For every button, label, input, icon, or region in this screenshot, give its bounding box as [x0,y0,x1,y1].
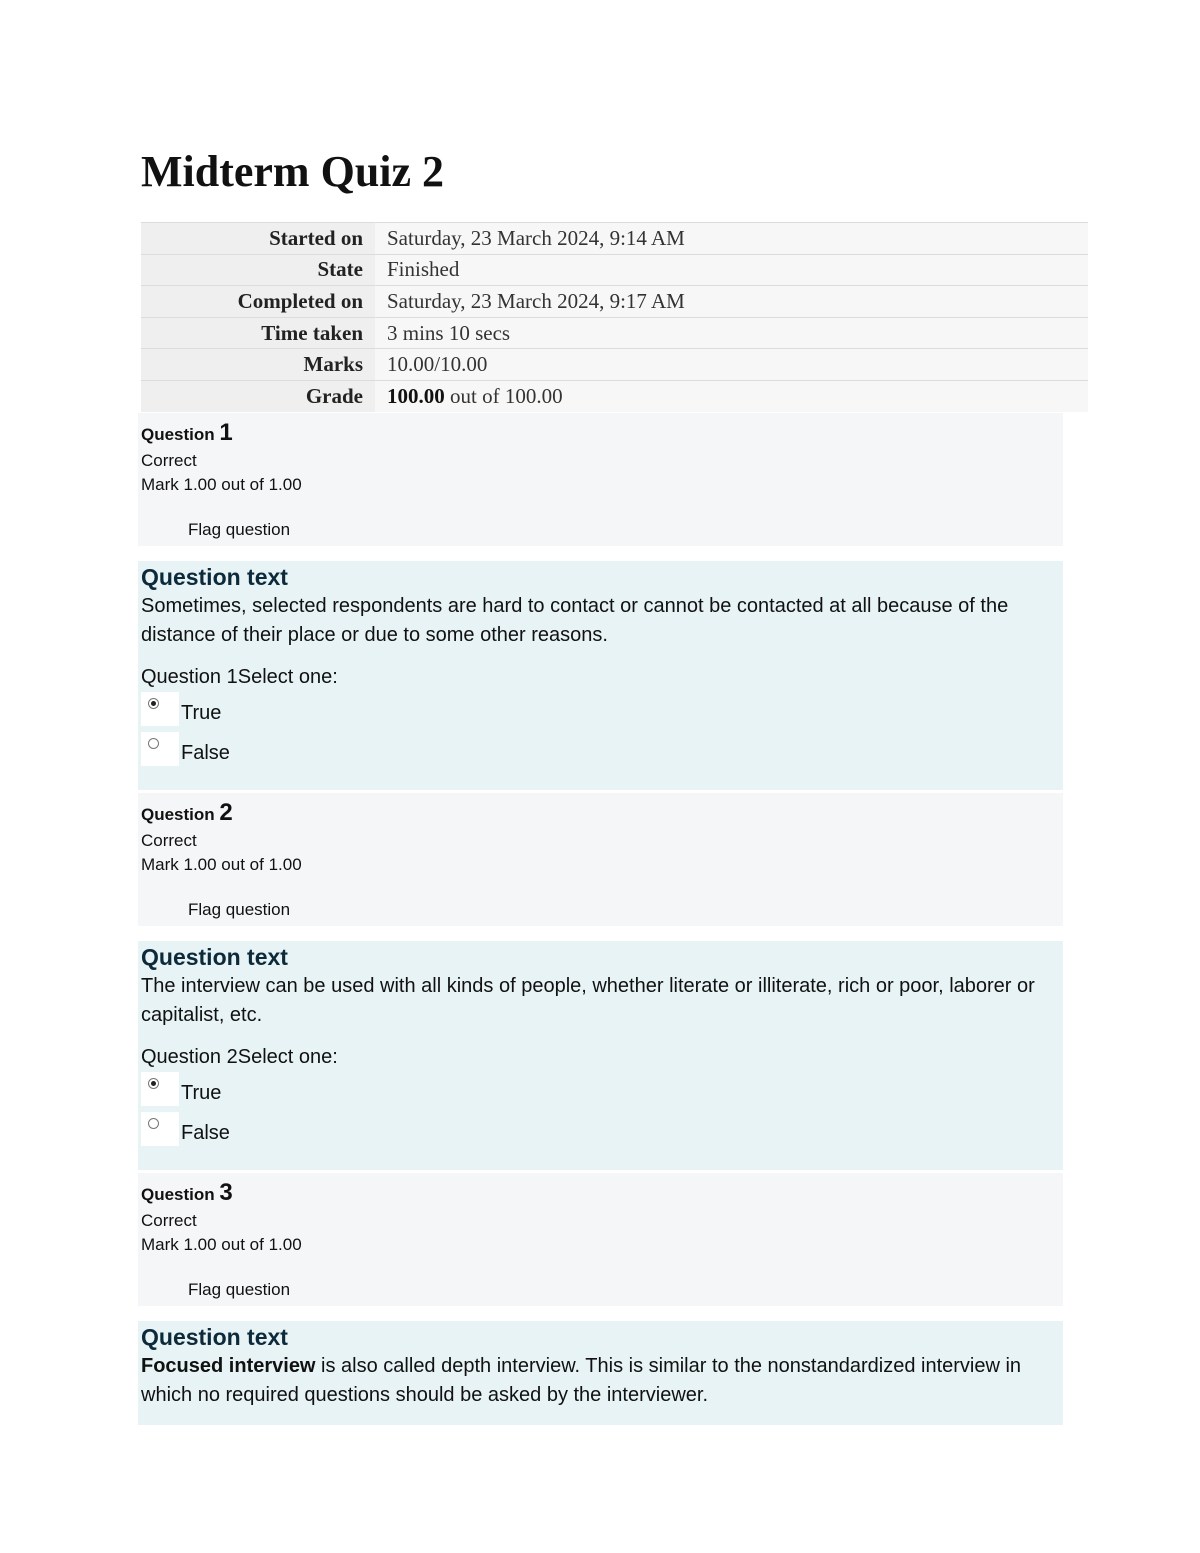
summary-value: Finished [375,254,1088,286]
question-state: Correct [141,451,197,470]
summary-row-marks [141,349,1088,381]
answer-option-true[interactable] [141,690,1063,730]
question-number: 2 [219,799,233,826]
question-text [141,1352,1063,1410]
summary-row-state [141,254,1088,286]
question-text-bold: Focused interview [141,1355,316,1377]
summary-value: Saturday, 23 March 2024, 9:17 AM [375,286,1088,318]
answer-option-true[interactable] [141,1070,1063,1110]
question-text-heading: Question text [141,564,288,590]
question-text-rest: is also called depth interview. This is similar to the nonstandardized interview in which no required questions should be asked by the interviewer. [141,1355,1022,1406]
option-label: True [181,702,222,724]
question-text: Sometimes, selected respondents are hard to contact or cannot be contacted at all because of the distance of their place or due to some other reasons. [141,595,1009,646]
grade-score: 100.00 [387,384,445,409]
question-mark: Mark 1.00 out of 1.00 [141,475,302,494]
question-state: Correct [141,831,197,850]
question-label: Question [141,425,215,444]
summary-label: Grade [141,380,375,412]
question-text-heading: Question text [141,1324,288,1350]
attempt-summary-table [141,222,1088,412]
radio-selected[interactable] [148,1078,159,1089]
question-state: Correct [141,1211,197,1230]
summary-row-started-on [141,223,1088,255]
question-text-heading: Question text [141,944,288,970]
flag-question-link[interactable]: Flag question [188,1280,291,1299]
summary-value: 3 mins 10 secs [375,317,1088,349]
option-label: True [181,1082,222,1104]
summary-value [375,380,1088,412]
flag-question-link[interactable]: Flag question [188,900,291,919]
summary-value: Saturday, 23 March 2024, 9:14 AM [375,223,1088,255]
summary-row-grade [141,380,1088,412]
flag-question-link[interactable]: Flag question [188,520,291,539]
radio-unselected[interactable] [148,1118,159,1129]
answer-option-false[interactable] [141,1110,1063,1150]
summary-label: State [141,254,375,286]
question-number: 3 [219,1179,233,1206]
question-info-2 [138,793,1063,926]
question-info-3 [138,1173,1063,1306]
summary-label: Started on [141,223,375,255]
summary-row-completed-on [141,286,1088,318]
question-label: Question [141,805,215,824]
question-mark: Mark 1.00 out of 1.00 [141,855,302,874]
answer-option-false[interactable] [141,730,1063,770]
summary-label: Completed on [141,286,375,318]
question-mark: Mark 1.00 out of 1.00 [141,1235,302,1254]
question-number: 1 [219,419,233,446]
option-label: False [181,1122,230,1144]
option-label: False [181,742,230,764]
grade-out-of: out of 100.00 [444,384,563,409]
question-content-2 [138,941,1063,1170]
summary-row-time-taken [141,317,1088,349]
summary-label: Time taken [141,317,375,349]
question-info-1 [138,413,1063,546]
summary-value: 10.00/10.00 [375,349,1088,381]
radio-unselected[interactable] [148,738,159,749]
select-one-prompt: Question 1Select one: [141,666,338,688]
question-text: The interview can be used with all kinds of people, whether literate or illiterate, rich or poor, laborer or capitalist, etc. [141,975,1035,1026]
radio-selected[interactable] [148,698,159,709]
page-title: Midterm Quiz 2 [141,147,445,196]
question-content-3 [138,1321,1063,1425]
question-label: Question [141,1185,215,1204]
question-content-1 [138,561,1063,790]
select-one-prompt: Question 2Select one: [141,1046,338,1068]
summary-label: Marks [141,349,375,381]
